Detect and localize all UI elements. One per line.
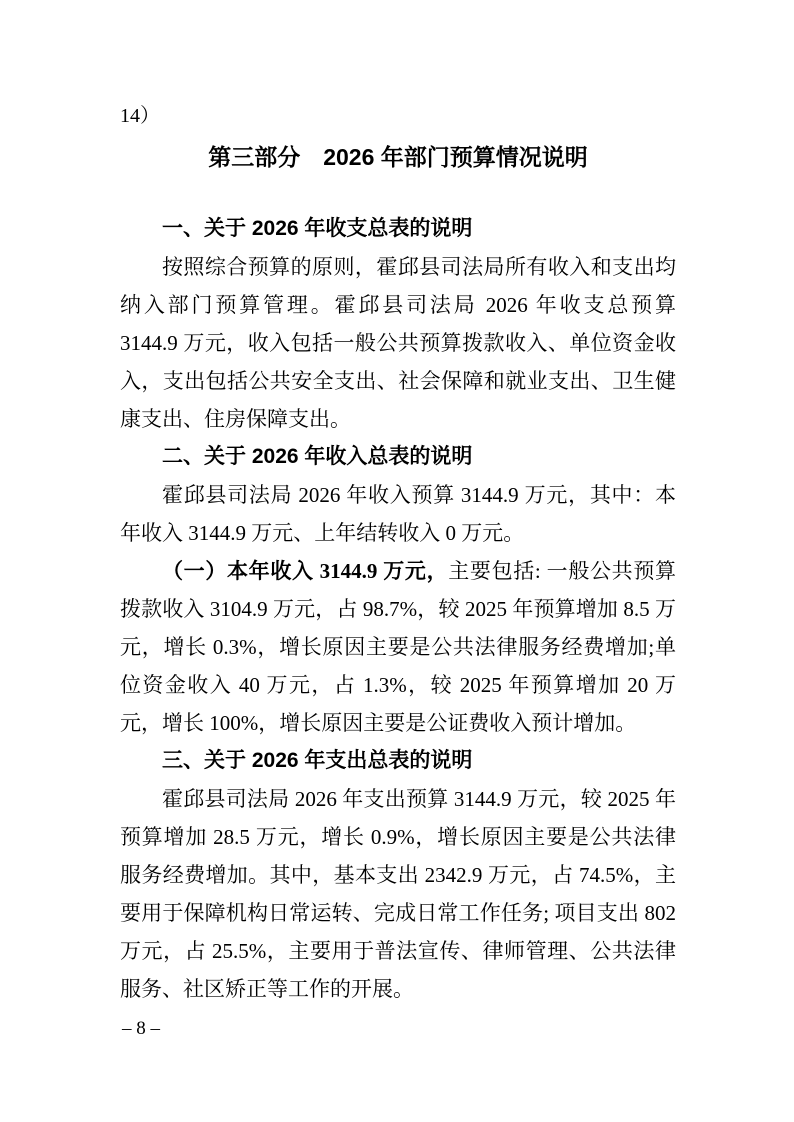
- page-number: – 8 –: [122, 1018, 160, 1039]
- document-title: 第三部分 2026 年部门预算情况说明: [208, 144, 588, 170]
- header-note: 14）: [120, 105, 160, 127]
- section-3-heading: 三、关于 2026 年支出总表的说明: [162, 749, 473, 772]
- income-bold-lead: （一）本年收入 3144.9 万元，: [162, 559, 449, 583]
- section-2-heading: 二、关于 2026 年收入总表的说明: [162, 445, 473, 468]
- section-1-paragraph: 按照综合预算的原则，霍邱县司法局所有收入和支出均纳入部门预算管理。霍邱县司法局 2026 年收支总预算 3144.9 万元，收入包括一般公共预算拨款收入、单位资金收入，支出包括公共安全支出、社会保障和就业支出、卫生健康支出、住房保障支出。: [120, 255, 676, 431]
- document-body: [120, 210, 676, 1008]
- income-detail-text: 主要包括: 一般公共预算拨款收入 3104.9 万元，占 98.7%，较 2025 年预算增加 8.5 万元，增长 0.3%，增长原因主要是公共法律服务经费增加;单位资金收入 40 万元，占 1.3%，较 2025 年预算增加 20 万元，增长 100%，增长原因主要是公证费收入预计增加。: [120, 559, 676, 735]
- section-2-paragraph-summary: 霍邱县司法局 2026 年收入预算 3144.9 万元，其中：本年收入 3144.9 万元、上年结转收入 0 万元。: [120, 483, 676, 545]
- section-3-paragraph: 霍邱县司法局 2026 年支出预算 3144.9 万元，较 2025 年预算增加 28.5 万元，增长 0.9%，增长原因主要是公共法律服务经费增加。其中，基本支出 2342.9 万元，占 74.5%，主要用于保障机构日常运转、完成日常工作任务; 项目支出 802 万元，占 25.5%，主要用于普法宣传、律师管理、公共法律服务、社区矫正等工作的开展。: [120, 787, 676, 1001]
- section-2-paragraph-income-detail: [120, 552, 676, 742]
- section-1-heading: 一、关于 2026 年收支总表的说明: [162, 217, 473, 240]
